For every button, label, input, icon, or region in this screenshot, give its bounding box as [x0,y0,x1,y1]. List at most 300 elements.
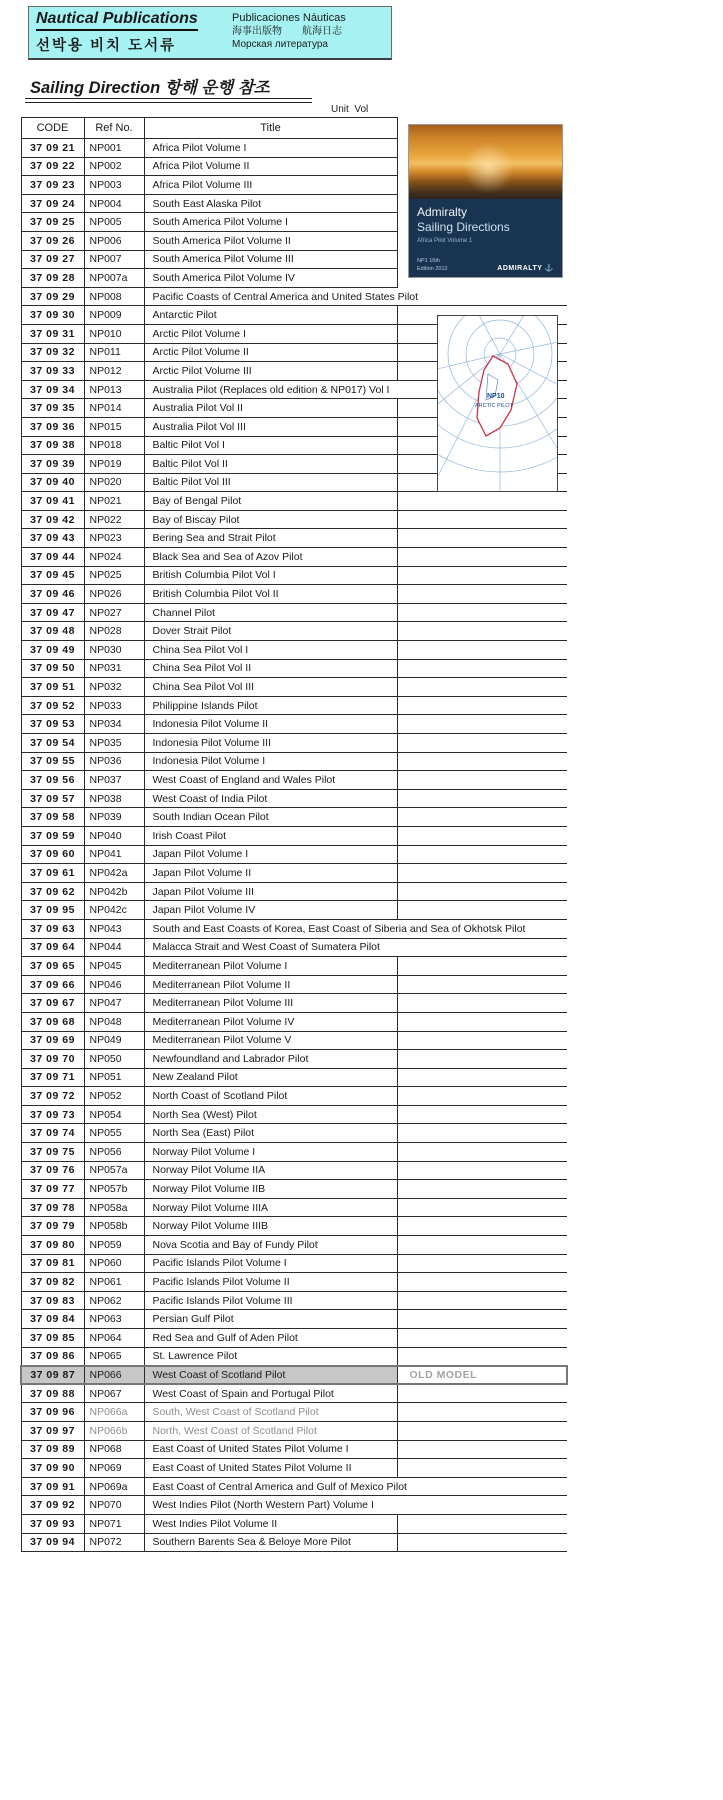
code-cell: 37 09 73 [21,1105,84,1124]
code-cell: 37 09 78 [21,1198,84,1217]
ref-cell: NP066 [84,1366,144,1385]
code-cell: 37 09 66 [21,975,84,994]
title-cell: Mediterranean Pilot Volume III [144,994,397,1013]
code-cell: 37 09 75 [21,1143,84,1162]
ref-cell: NP031 [84,659,144,678]
title-cell: North Sea (East) Pilot [144,1124,397,1143]
unit-label: Unit Vol [331,104,369,115]
title-cell: St. Lawrence Pilot [144,1347,397,1366]
cover-sunset-photo [409,125,562,199]
ref-cell: NP042a [84,864,144,883]
ref-cell: NP003 [84,176,144,195]
title-cell: Arctic Pilot Volume III [144,362,397,381]
ref-cell: NP067 [84,1384,144,1403]
title-cell: South Indian Ocean Pilot [144,808,397,827]
title-cell: South East Alaska Pilot [144,194,397,213]
table-row [21,715,567,734]
code-cell: 37 09 31 [21,324,84,343]
ref-cell: NP062 [84,1291,144,1310]
note-cell [397,510,567,529]
title-cell: Japan Pilot Volume I [144,845,397,864]
ref-cell: NP023 [84,529,144,548]
code-cell: 37 09 60 [21,845,84,864]
title-cell: Newfoundland and Labrador Pilot [144,1050,397,1069]
title-cell: Baltic Pilot Vol I [144,436,397,455]
note-cell [397,845,567,864]
code-cell: 37 09 89 [21,1440,84,1459]
ref-cell: NP070 [84,1496,144,1515]
note-cell [397,1533,567,1552]
title-cell: Baltic Pilot Vol III [144,473,397,492]
table-row [21,919,567,938]
title-cell: Bay of Biscay Pilot [144,510,397,529]
title-cell: Black Sea and Sea of Azov Pilot [144,548,397,567]
note-cell [397,566,567,585]
title-cell: West Indies Pilot (North Western Part) Volume I [144,1496,397,1515]
arctic-map-image [437,315,558,492]
title-cell: South, West Coast of Scotland Pilot [144,1403,397,1422]
note-cell [397,678,567,697]
note-cell [397,659,567,678]
table-row [21,1347,567,1366]
ref-cell: NP034 [84,715,144,734]
table-row [21,1514,567,1533]
ref-cell: NP018 [84,436,144,455]
note-cell [397,1273,567,1292]
ref-cell: NP041 [84,845,144,864]
note-cell [397,789,567,808]
table-row [21,1310,567,1329]
title-cell: China Sea Pilot Vol II [144,659,397,678]
note-cell [397,957,567,976]
title-cell: British Columbia Pilot Vol II [144,585,397,604]
title-cell: Nova Scotia and Bay of Fundy Pilot [144,1236,397,1255]
table-row [21,585,567,604]
title-cell: Southern Barents Sea & Beloye More Pilot [144,1533,397,1552]
table-row [21,826,567,845]
code-cell: 37 09 70 [21,1050,84,1069]
note-cell [397,622,567,641]
ref-cell: NP007 [84,250,144,269]
code-cell: 37 09 32 [21,343,84,362]
title-cell: Channel Pilot [144,603,397,622]
ref-cell: NP046 [84,975,144,994]
title-cell: South America Pilot Volume III [144,250,397,269]
note-cell [397,1496,567,1515]
title-cell: New Zealand Pilot [144,1068,397,1087]
title-cell: Persian Gulf Pilot [144,1310,397,1329]
code-cell: 37 09 88 [21,1384,84,1403]
note-cell [397,1050,567,1069]
title-cell: Mediterranean Pilot Volume II [144,975,397,994]
code-cell: 37 09 38 [21,436,84,455]
table-row [21,1496,567,1515]
code-cell: 37 09 42 [21,510,84,529]
table-row [21,1217,567,1236]
code-cell: 37 09 90 [21,1459,84,1478]
title-cell: Indonesia Pilot Volume III [144,734,397,753]
note-cell [397,287,567,306]
title-cell: Norway Pilot Volume IIB [144,1180,397,1199]
note-cell [397,1012,567,1031]
cover-info-panel [409,199,562,277]
code-cell: 37 09 69 [21,1031,84,1050]
table-row [21,1477,567,1496]
cover-subtitle: Africa Pilot Volume 1 [417,238,473,244]
ref-cell: NP014 [84,399,144,418]
ref-cell: NP065 [84,1347,144,1366]
section-underline-bottom [25,102,312,103]
code-cell: 37 09 41 [21,492,84,511]
note-cell [397,1254,567,1273]
title-cell: Africa Pilot Volume II [144,157,397,176]
ref-cell: NP006 [84,231,144,250]
section-title: Sailing Direction 항해 운행 참조 [30,79,270,97]
code-cell: 37 09 44 [21,548,84,567]
code-cell: 37 09 58 [21,808,84,827]
table-row [21,1050,567,1069]
ref-cell: NP024 [84,548,144,567]
title-cell: Africa Pilot Volume III [144,176,397,195]
title-cell: Japan Pilot Volume II [144,864,397,883]
ref-cell: NP049 [84,1031,144,1050]
table-row [21,566,567,585]
code-cell: 37 09 85 [21,1329,84,1348]
ref-cell: NP064 [84,1329,144,1348]
table-row [21,1254,567,1273]
book-cover-image [408,124,563,278]
title-cell: Indonesia Pilot Volume II [144,715,397,734]
col-header-title: Title [144,118,397,139]
code-cell: 37 09 53 [21,715,84,734]
code-cell: 37 09 40 [21,473,84,492]
note-cell [397,715,567,734]
code-cell: 37 09 43 [21,529,84,548]
note-cell [397,696,567,715]
code-cell: 37 09 95 [21,901,84,920]
title-cell: Mediterranean Pilot Volume IV [144,1012,397,1031]
table-row [21,771,567,790]
code-cell: 37 09 57 [21,789,84,808]
note-cell [397,1124,567,1143]
note-cell [397,882,567,901]
ref-cell: NP054 [84,1105,144,1124]
code-cell: 37 09 91 [21,1477,84,1496]
table-row [21,1087,567,1106]
table-row [21,994,567,1013]
ref-cell: NP036 [84,752,144,771]
ref-cell: NP066a [84,1403,144,1422]
code-cell: 37 09 47 [21,603,84,622]
ref-cell: NP072 [84,1533,144,1552]
table-row [21,938,567,957]
code-cell: 37 09 54 [21,734,84,753]
code-cell: 37 09 23 [21,176,84,195]
note-cell [397,1236,567,1255]
note-cell [397,1440,567,1459]
title-cell: Japan Pilot Volume III [144,882,397,901]
title-cell: Norway Pilot Volume IIIB [144,1217,397,1236]
note-cell [397,1384,567,1403]
code-cell: 37 09 80 [21,1236,84,1255]
ref-cell: NP045 [84,957,144,976]
title-russian: Морская литература [232,39,328,51]
code-cell: 37 09 96 [21,1403,84,1422]
table-row [21,1459,567,1478]
code-cell: 37 09 39 [21,455,84,474]
table-row [21,901,567,920]
code-cell: 37 09 55 [21,752,84,771]
note-cell: OLD MODEL [397,1366,567,1385]
code-cell: 37 09 35 [21,399,84,418]
title-cell: South and East Coasts of Korea, East Coast of Siberia and Sea of Okhotsk Pilot [144,919,397,938]
title-cell: East Coast of Central America and Gulf of Mexico Pilot [144,1477,397,1496]
note-cell [397,1180,567,1199]
title-cell: Antarctic Pilot [144,306,397,325]
code-cell: 37 09 83 [21,1291,84,1310]
ref-cell: NP035 [84,734,144,753]
code-cell: 37 09 22 [21,157,84,176]
note-cell [397,1421,567,1440]
note-cell [397,603,567,622]
note-cell [397,1310,567,1329]
title-chinese: 海事出版物 航海日志 [232,26,342,38]
note-cell [397,641,567,660]
table-row [21,1180,567,1199]
note-cell [397,975,567,994]
note-cell [397,1087,567,1106]
note-cell [397,529,567,548]
ref-cell: NP021 [84,492,144,511]
table-row [21,1105,567,1124]
note-cell [397,548,567,567]
table-row [21,789,567,808]
title-cell: Indonesia Pilot Volume I [144,752,397,771]
code-cell: 37 09 93 [21,1514,84,1533]
table-row [21,752,567,771]
note-cell [397,901,567,920]
code-cell: 37 09 51 [21,678,84,697]
ref-cell: NP009 [84,306,144,325]
note-cell [397,1198,567,1217]
code-cell: 37 09 34 [21,380,84,399]
table-row [21,641,567,660]
ref-cell: NP051 [84,1068,144,1087]
col-header-code: CODE [21,118,84,139]
ref-cell: NP058b [84,1217,144,1236]
title-cell: South America Pilot Volume IV [144,269,397,288]
banner-right [232,10,346,58]
table-row [21,1440,567,1459]
table-row [21,678,567,697]
ref-cell: NP020 [84,473,144,492]
code-cell: 37 09 92 [21,1496,84,1515]
ref-cell: NP022 [84,510,144,529]
table-row [21,659,567,678]
title-cell: Japan Pilot Volume IV [144,901,397,920]
ref-cell: NP032 [84,678,144,697]
arctic-map-graphic [438,316,557,491]
code-cell: 37 09 24 [21,194,84,213]
table-row [21,1161,567,1180]
ref-cell: NP069 [84,1459,144,1478]
code-cell: 37 09 86 [21,1347,84,1366]
code-cell: 37 09 77 [21,1180,84,1199]
cover-brand: Admiralty [417,205,468,219]
title-cell: Australia Pilot Vol II [144,399,397,418]
ref-cell: NP042c [84,901,144,920]
code-cell: 37 09 48 [21,622,84,641]
code-cell: 37 09 84 [21,1310,84,1329]
code-cell: 37 09 61 [21,864,84,883]
code-cell: 37 09 97 [21,1421,84,1440]
title-spanish: Publicaciones Náuticas [232,12,346,24]
code-cell: 37 09 27 [21,250,84,269]
title-cell: Philippine Islands Pilot [144,696,397,715]
code-cell: 37 09 49 [21,641,84,660]
title-cell: Mediterranean Pilot Volume V [144,1031,397,1050]
note-cell [397,1217,567,1236]
ref-cell: NP026 [84,585,144,604]
ref-cell: NP048 [84,1012,144,1031]
ref-cell: NP028 [84,622,144,641]
title-cell: Red Sea and Gulf of Aden Pilot [144,1329,397,1348]
ref-cell: NP038 [84,789,144,808]
table-row [21,1533,567,1552]
note-cell [397,1329,567,1348]
title-cell: Norway Pilot Volume I [144,1143,397,1162]
table-row [21,1236,567,1255]
cover-series: Sailing Directions [417,220,510,234]
title-cell: North, West Coast of Scotland Pilot [144,1421,397,1440]
title-cell: West Coast of Scotland Pilot [144,1366,397,1385]
code-cell: 37 09 87 [21,1366,84,1385]
title-cell: Arctic Pilot Volume II [144,343,397,362]
ref-cell: NP047 [84,994,144,1013]
table-row [21,1366,567,1385]
title-cell: East Coast of United States Pilot Volume II [144,1459,397,1478]
ref-cell: NP030 [84,641,144,660]
title-cell: Baltic Pilot Vol II [144,455,397,474]
code-cell: 37 09 28 [21,269,84,288]
code-cell: 37 09 50 [21,659,84,678]
table-row [21,622,567,641]
title-cell: Dover Strait Pilot [144,622,397,641]
table-row [21,734,567,753]
table-row [21,1421,567,1440]
header-banner [28,6,392,60]
table-row [21,845,567,864]
code-cell: 37 09 45 [21,566,84,585]
ref-cell: NP015 [84,417,144,436]
ref-cell: NP061 [84,1273,144,1292]
note-cell [397,1105,567,1124]
code-cell: 37 09 26 [21,231,84,250]
ref-cell: NP056 [84,1143,144,1162]
ref-cell: NP055 [84,1124,144,1143]
page-title: Nautical Publications [36,10,198,31]
ref-cell: NP057b [84,1180,144,1199]
ref-cell: NP008 [84,287,144,306]
code-cell: 37 09 65 [21,957,84,976]
title-cell: Norway Pilot Volume IIIA [144,1198,397,1217]
title-cell: Mediterranean Pilot Volume I [144,957,397,976]
ref-cell: NP050 [84,1050,144,1069]
ref-cell: NP066b [84,1421,144,1440]
note-cell [397,864,567,883]
code-cell: 37 09 79 [21,1217,84,1236]
table-row [21,882,567,901]
ref-cell: NP044 [84,938,144,957]
ref-cell: NP001 [84,139,144,158]
code-cell: 37 09 64 [21,938,84,957]
title-cell: West Indies Pilot Volume II [144,1514,397,1533]
table-row [21,529,567,548]
note-cell [397,994,567,1013]
note-cell [397,1347,567,1366]
table-row [21,1291,567,1310]
note-cell [397,752,567,771]
ref-cell: NP027 [84,603,144,622]
col-header-ref: Ref No. [84,118,144,139]
title-cell: North Sea (West) Pilot [144,1105,397,1124]
code-cell: 37 09 30 [21,306,84,325]
map-label-arctic-pilot: ARCTIC PILOT [475,403,513,409]
ref-cell: NP052 [84,1087,144,1106]
table-row [21,510,567,529]
code-cell: 37 09 25 [21,213,84,232]
code-cell: 37 09 82 [21,1273,84,1292]
code-cell: 37 09 33 [21,362,84,381]
ref-cell: NP011 [84,343,144,362]
ref-cell: NP039 [84,808,144,827]
title-cell: Pacific Islands Pilot Volume II [144,1273,397,1292]
title-cell: East Coast of United States Pilot Volume I [144,1440,397,1459]
note-cell [397,771,567,790]
table-row [21,1124,567,1143]
page-title-korean: 선박용 비치 도서류 [36,38,177,54]
ref-cell: NP069a [84,1477,144,1496]
code-cell: 37 09 59 [21,826,84,845]
banner-left [36,10,232,58]
ref-cell: NP007a [84,269,144,288]
code-cell: 37 09 36 [21,417,84,436]
note-cell [397,1477,567,1496]
table-row [21,603,567,622]
note-cell [397,938,567,957]
code-cell: 37 09 62 [21,882,84,901]
code-cell: 37 09 94 [21,1533,84,1552]
ref-cell: NP013 [84,380,144,399]
ref-cell: NP068 [84,1440,144,1459]
title-cell: Africa Pilot Volume I [144,139,397,158]
note-cell [397,734,567,753]
ref-cell: NP058a [84,1198,144,1217]
title-cell: Bay of Bengal Pilot [144,492,397,511]
title-cell: Pacific Islands Pilot Volume I [144,1254,397,1273]
note-cell [397,1068,567,1087]
code-cell: 37 09 67 [21,994,84,1013]
ref-cell: NP025 [84,566,144,585]
ref-cell: NP059 [84,1236,144,1255]
title-cell: Irish Coast Pilot [144,826,397,845]
code-cell: 37 09 72 [21,1087,84,1106]
code-cell: 37 09 74 [21,1124,84,1143]
ref-cell: NP071 [84,1514,144,1533]
ref-cell: NP033 [84,696,144,715]
table-row [21,1384,567,1403]
code-cell: 37 09 81 [21,1254,84,1273]
